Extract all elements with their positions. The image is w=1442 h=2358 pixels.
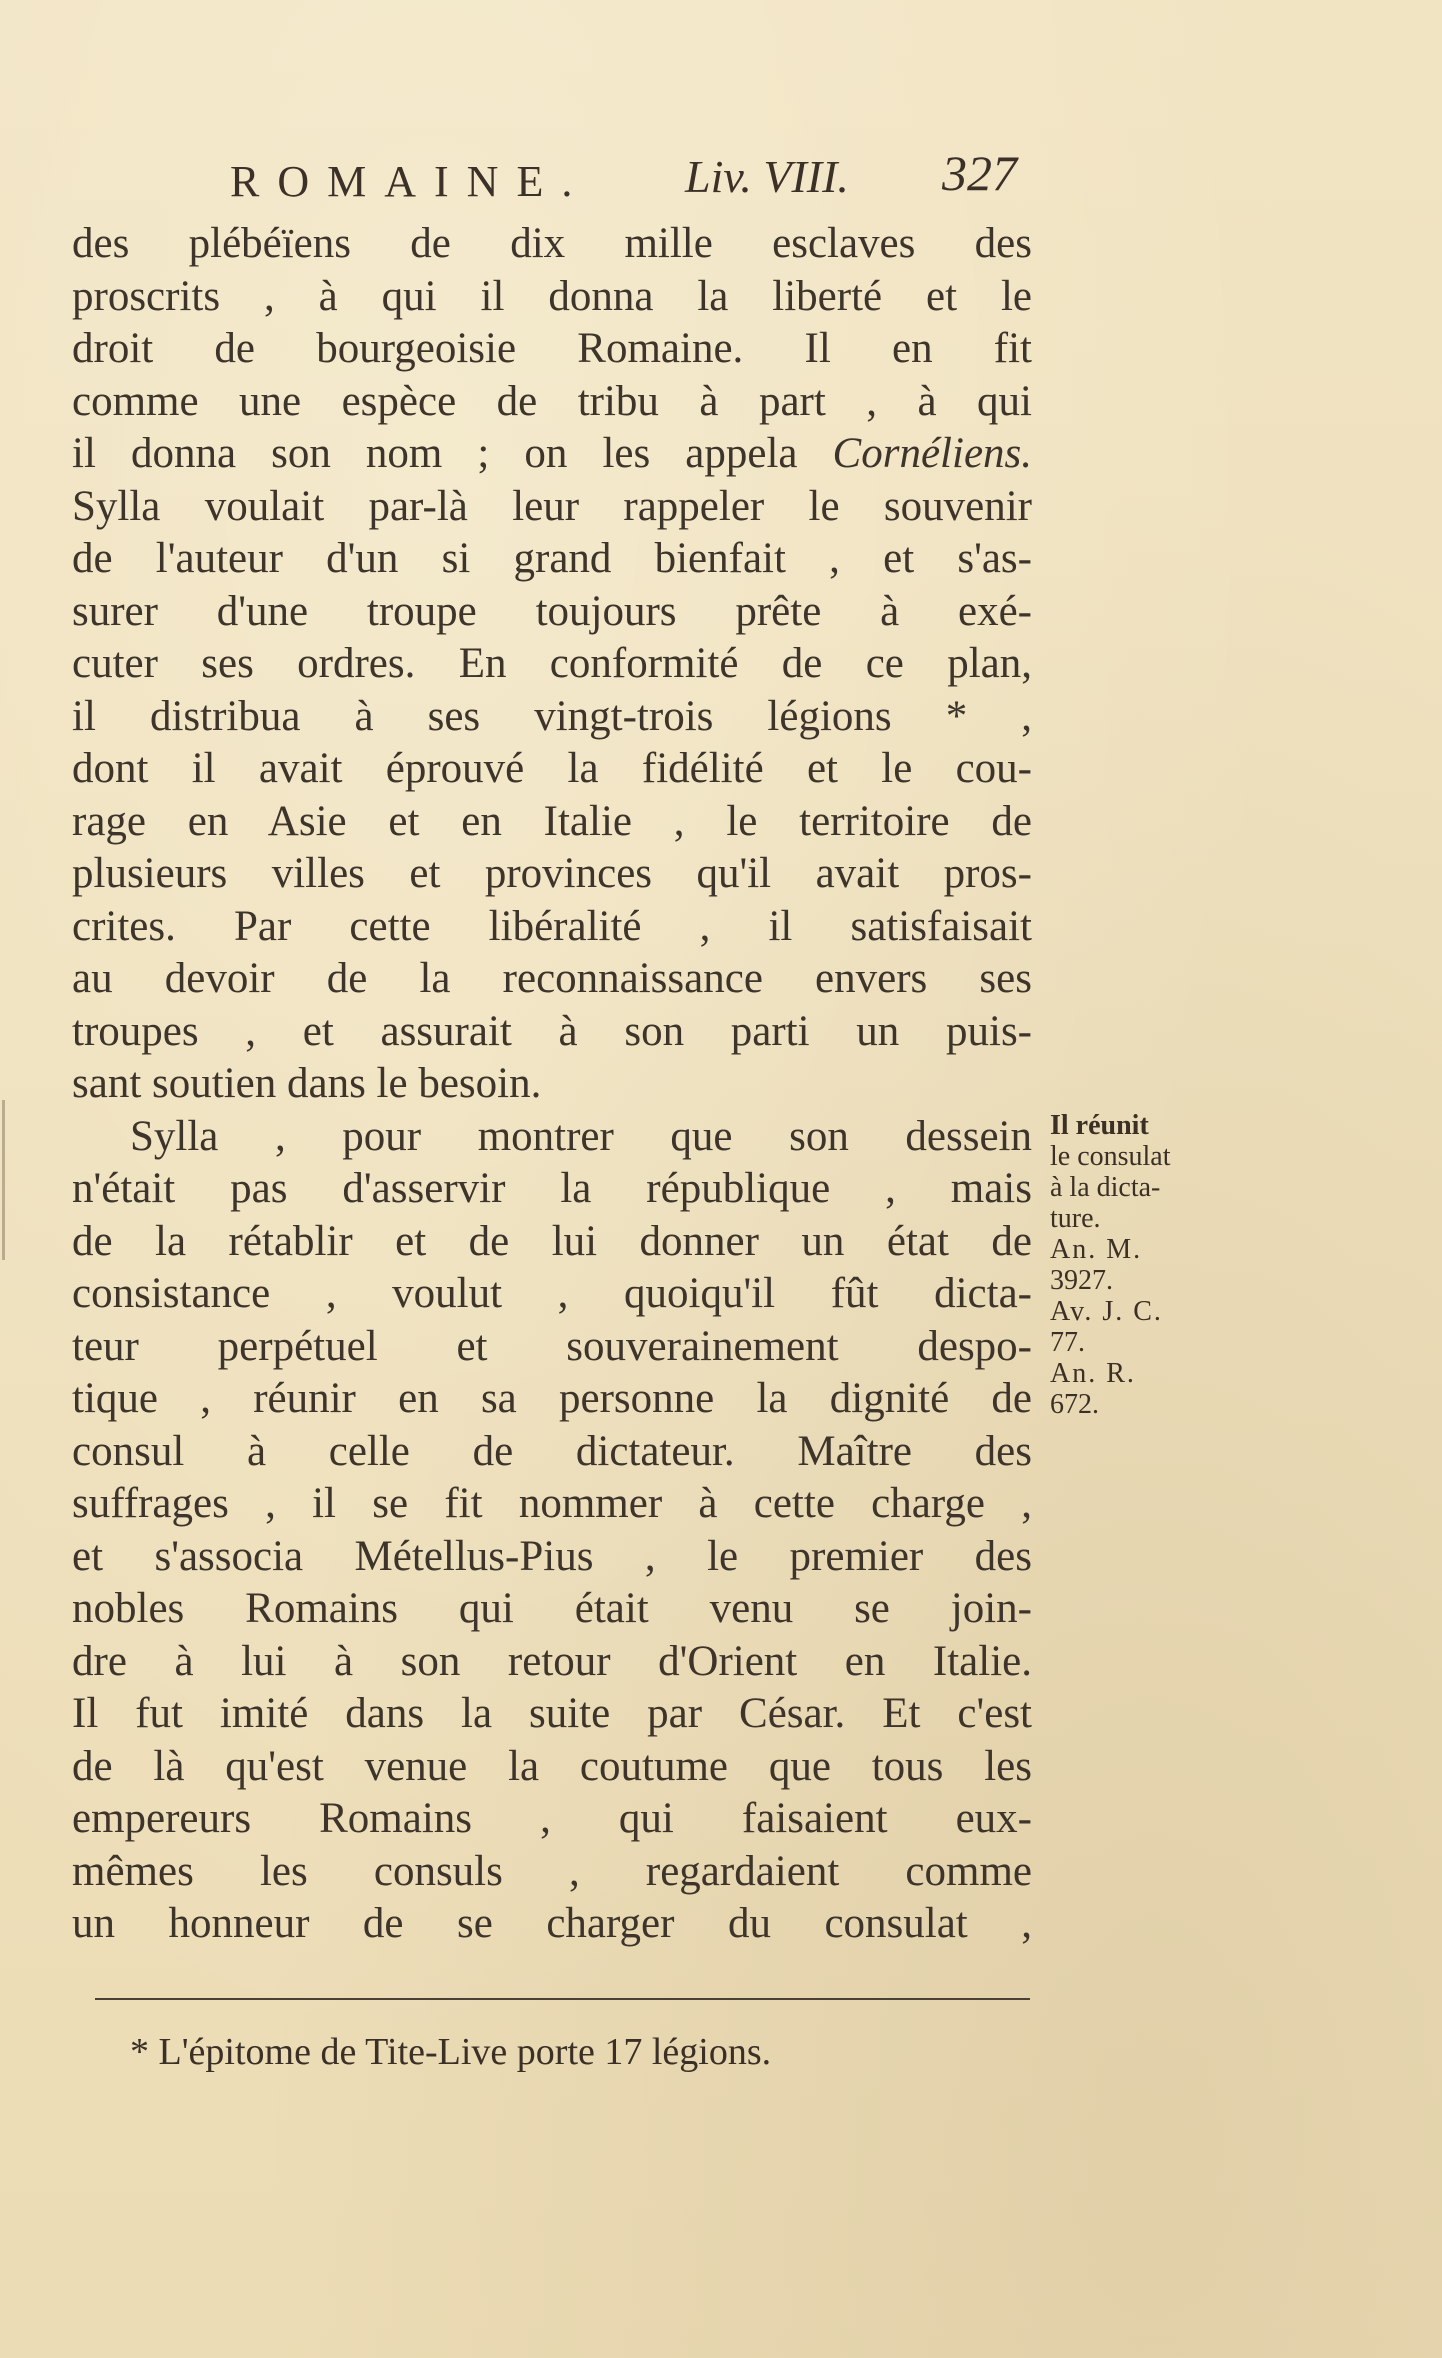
text-line: tique , réunir en sa personne la dignité de: [72, 1375, 1032, 1422]
text-line: plusieurs villes et provinces qu'il avait pros-: [72, 850, 1032, 897]
text-line: suffrages , il se fit nommer à cette charge ,: [72, 1480, 1032, 1527]
text-line: crites. Par cette libéralité , il satisfaisait: [72, 902, 1032, 950]
text-line: droit de bourgeoisie Romaine. Il en fit: [72, 325, 1032, 372]
margin-note-line: Il réunit: [1050, 1110, 1149, 1141]
footnote-rule: [95, 1998, 1030, 2000]
text-line: dont il avait éprouvé la fidélité et le cou-: [72, 745, 1032, 792]
text-line: surer d'une troupe toujours prête à exé-: [72, 587, 1032, 635]
text-line: et s'associa Métellus-Pius , le premier des: [72, 1532, 1032, 1580]
margin-date-line: 77.: [1050, 1327, 1085, 1358]
italic-word: Cornéliens.: [832, 430, 1033, 477]
text-line: troupes , et assurait à son parti un puis-: [72, 1007, 1032, 1055]
text-line: n'était pas d'asservir la république , mais: [72, 1165, 1032, 1212]
text-line: un honneur de se charger du consulat ,: [72, 1900, 1032, 1947]
margin-note-line: à la dicta-: [1050, 1172, 1161, 1203]
text-line: empereurs Romains , qui faisaient eux-: [72, 1795, 1032, 1842]
text-line: des plébéïens de dix mille esclaves des: [72, 220, 1032, 267]
text-line: comme une espèce de tribu à part , à qui: [72, 377, 1032, 425]
margin-date-line: An. R.: [1050, 1358, 1136, 1389]
text-line: cuter ses ordres. En conformité de ce plan,: [72, 640, 1032, 687]
text-line: sant soutien dans le besoin.: [72, 1060, 542, 1107]
text-line: mêmes les consuls , regardaient comme: [72, 1847, 1032, 1895]
text-line: rage en Asie et en Italie , le territoire de: [72, 797, 1032, 845]
text-line: Il fut imité dans la suite par César. Et c'est: [72, 1690, 1032, 1737]
marginal-note: [1050, 1110, 1240, 1420]
margin-note-line: le consulat: [1050, 1141, 1171, 1172]
text-line: nobles Romains qui était venu se join-: [72, 1585, 1032, 1632]
page-number: 327: [942, 145, 1017, 201]
body-text: [72, 218, 1032, 1951]
text-line: de là qu'est venue la coutume que tous les: [72, 1742, 1032, 1790]
paragraph-start-line: Sylla , pour montrer que son dessein: [130, 1112, 1032, 1160]
text-fragment: il donna son nom ; on les appela: [72, 430, 798, 477]
text-line: consistance , voulut , quoiqu'il fût dicta-: [72, 1270, 1032, 1317]
text-line: il distribua à ses vingt-trois légions * ,: [72, 692, 1032, 740]
text-line: proscrits , à qui il donna la liberté et le: [72, 272, 1032, 320]
text-line: au devoir de la reconnaissance envers ses: [72, 955, 1032, 1002]
running-head: [230, 145, 1060, 210]
text-line: teur perpétuel et souverainement despo-: [72, 1322, 1032, 1370]
text-line: consul à celle de dictateur. Maître des: [72, 1427, 1032, 1475]
text-line: Sylla voulait par-là leur rappeler le souvenir: [72, 482, 1032, 530]
text-line-with-italic: [72, 428, 1032, 481]
footnote: * L'épitome de Tite-Live porte 17 légions.: [130, 2031, 772, 2073]
text-line: dre à lui à son retour d'Orient en Italie.: [72, 1637, 1032, 1685]
text-line: de la rétablir et de lui donner un état de: [72, 1217, 1032, 1265]
running-title: ROMAINE.: [230, 157, 591, 206]
margin-note-line: ture.: [1050, 1203, 1101, 1234]
margin-date-line: 3927.: [1050, 1265, 1113, 1296]
text-line: de l'auteur d'un si grand bienfait , et s'as-: [72, 535, 1032, 582]
margin-date-line: 672.: [1050, 1389, 1099, 1420]
page-edge-mark: [2, 1100, 5, 1260]
margin-date-line: An. M.: [1050, 1234, 1143, 1265]
margin-date-line: Av. J. C.: [1050, 1296, 1163, 1327]
book-number: Liv. VIII.: [685, 151, 849, 202]
